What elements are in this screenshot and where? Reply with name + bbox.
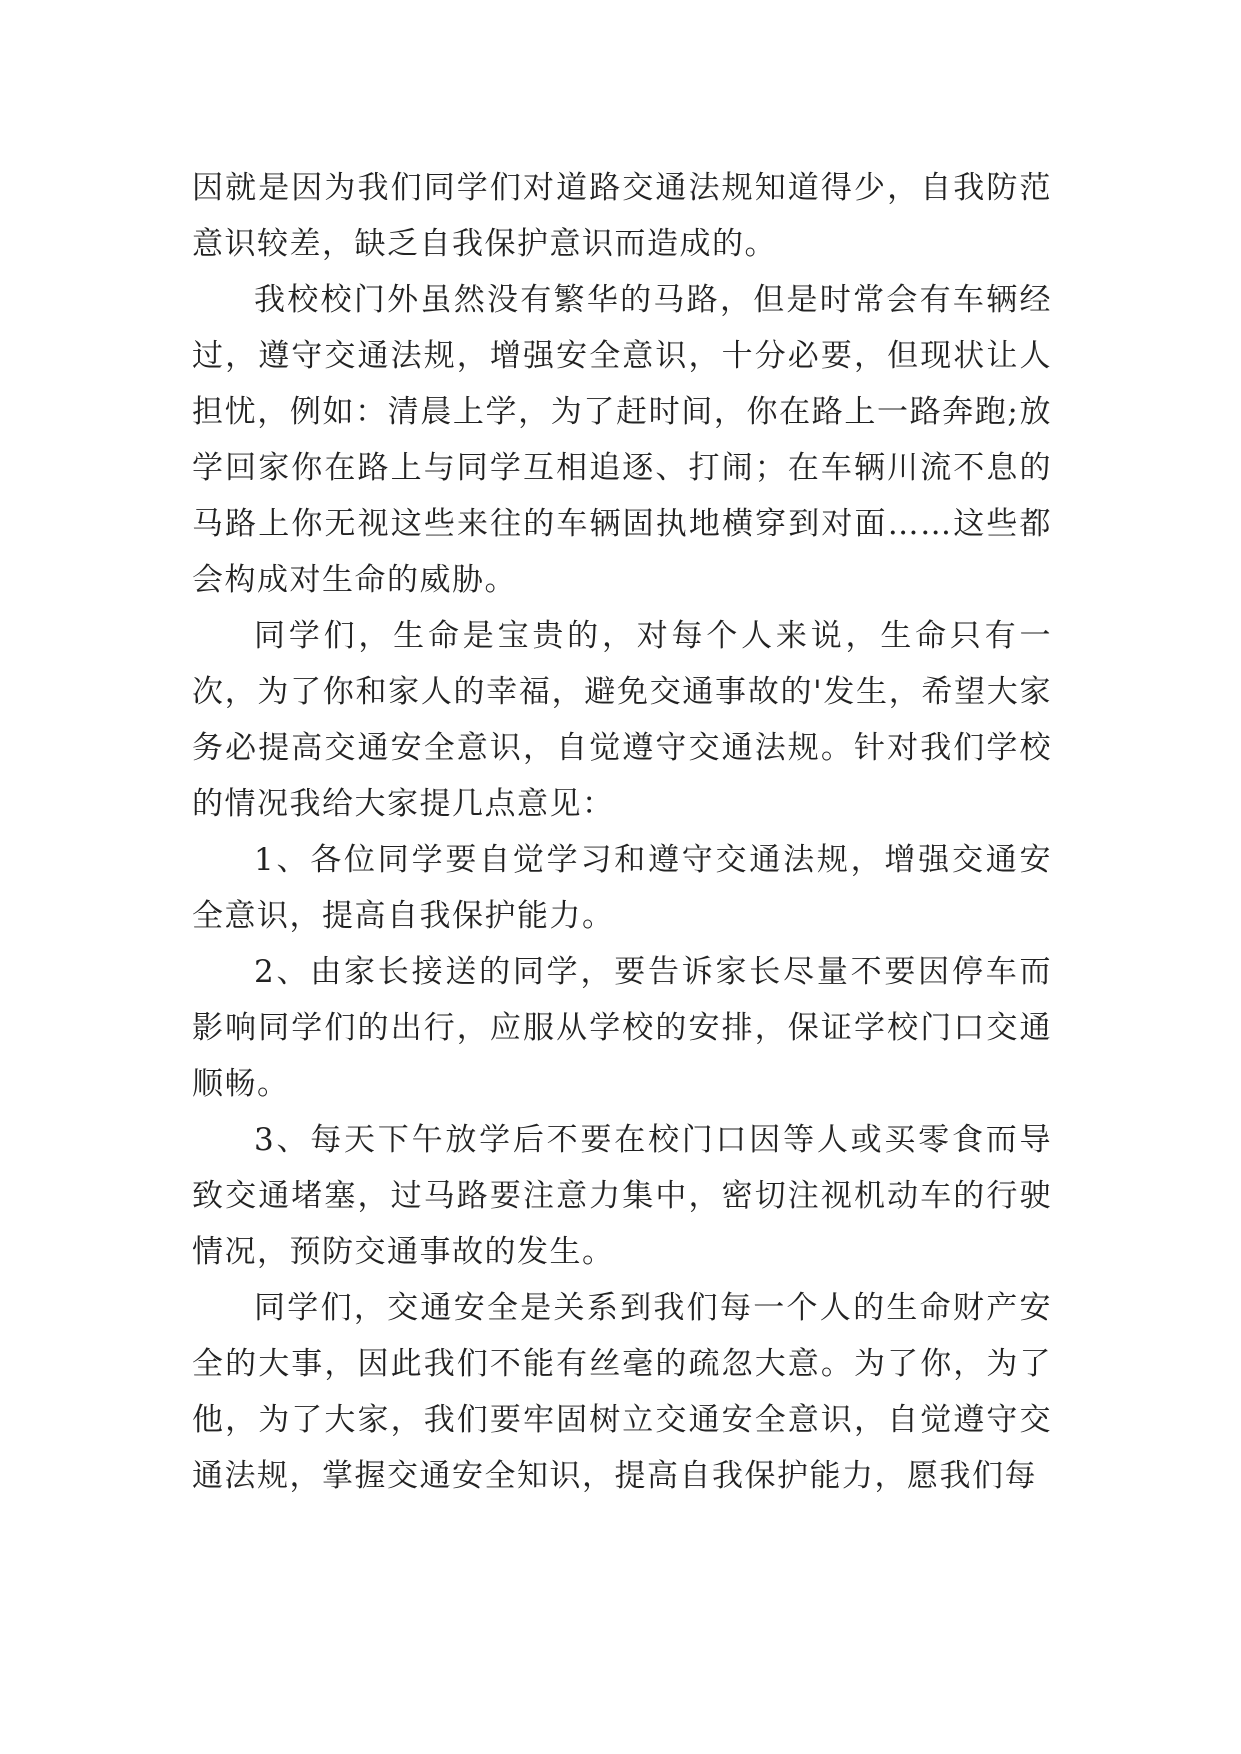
paragraph-3: 同学们，生命是宝贵的，对每个人来说，生命只有一次，为了你和家人的幸福，避免交通事故的'发生，希望大家务必提高交通安全意识，自觉遵守交通法规。针对我们学校的情况我给大家提几点意见： (192, 618, 1052, 822)
paragraph-1: 因就是因为我们同学们对道路交通法规知道得少，自我防范意识较差，缺乏自我保护意识而造成的。 (192, 170, 1052, 262)
paragraph-2: 我校校门外虽然没有繁华的马路，但是时常会有车辆经过，遵守交通法规，增强安全意识，十分必要，但现状让人担忧，例如：清晨上学，为了赶时间，你在路上一路奔跑;放学回家你在路上与同学互相追逐、打闹；在车辆川流不息的马路上你无视这些来往的车辆固执地横穿到对面……这些都会构成对生命的威胁。 (192, 282, 1052, 598)
list-item-1: 1、各位同学要自觉学习和遵守交通法规，增强交通安全意识，提高自我保护能力。 (192, 842, 1052, 934)
paragraph-closing: 同学们，交通安全是关系到我们每一个人的生命财产安全的大事，因此我们不能有丝毫的疏忽大意。为了你，为了他，为了大家，我们要牢固树立交通安全意识，自觉遵守交通法规，掌握交通安全知识，提高自我保护能力，愿我们每 (192, 1290, 1052, 1494)
list-item-3: 3、每天下午放学后不要在校门口因等人或买零食而导致交通堵塞，过马路要注意力集中，密切注视机动车的行驶情况，预防交通事故的发生。 (192, 1122, 1052, 1270)
document-body (192, 160, 1052, 1504)
list-item-2: 2、由家长接送的同学，要告诉家长尽量不要因停车而影响同学们的出行，应服从学校的安排，保证学校门口交通顺畅。 (192, 954, 1052, 1102)
